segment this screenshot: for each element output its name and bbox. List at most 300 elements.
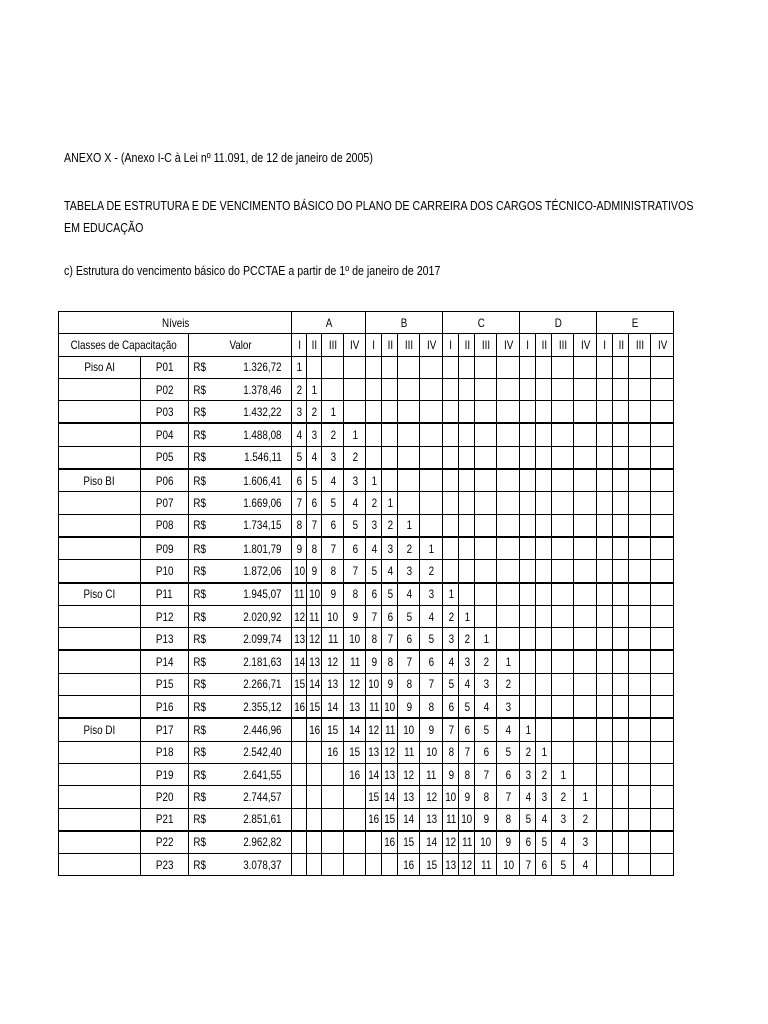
- currency-cell: R$: [189, 423, 211, 446]
- level-cell-a-2: [307, 763, 322, 785]
- table-row: [59, 492, 674, 514]
- classes-header: Classes de Capacitação: [59, 334, 189, 356]
- level-cell-a-1: 8: [292, 514, 307, 537]
- level-cell-d-2: [536, 446, 552, 469]
- table-row: [59, 378, 674, 400]
- sublevel-header-d-1: I: [520, 334, 536, 356]
- level-cell-b-2: 14: [382, 786, 398, 808]
- level-cell-e-2: [613, 560, 629, 583]
- level-cell-d-4: [574, 650, 597, 673]
- level-cell-a-1: [292, 718, 307, 741]
- padrao-cell: P13: [140, 628, 189, 651]
- piso-cell: Piso AI: [59, 356, 141, 378]
- level-cell-c-4: [497, 514, 520, 537]
- level-cell-e-4: [651, 605, 674, 627]
- level-cell-d-4: [574, 718, 597, 741]
- level-cell-e-3: [629, 696, 651, 719]
- padrao-cell: P08: [140, 514, 189, 537]
- padrao-cell: P11: [140, 583, 189, 606]
- currency-cell: R$: [189, 673, 211, 695]
- level-cell-e-4: [651, 673, 674, 695]
- table-row: [59, 763, 674, 785]
- level-cell-b-3: 12: [398, 763, 420, 785]
- level-cell-b-1: 13: [366, 741, 382, 763]
- level-cell-e-2: [613, 423, 629, 446]
- currency-cell: R$: [189, 741, 211, 763]
- table-row: [59, 718, 674, 741]
- level-cell-c-3: [475, 514, 497, 537]
- valor-cell: 2.851,61: [211, 808, 292, 831]
- level-cell-d-4: [574, 583, 597, 606]
- piso-cell: [59, 378, 141, 400]
- level-cell-d-2: [536, 423, 552, 446]
- level-cell-d-1: [520, 583, 536, 606]
- table-row: [59, 854, 674, 876]
- level-cell-a-4: 12: [344, 673, 366, 695]
- level-cell-a-3: 2: [322, 423, 344, 446]
- padrao-cell: P03: [140, 401, 189, 424]
- level-cell-e-3: [629, 423, 651, 446]
- level-cell-d-1: [520, 423, 536, 446]
- level-cell-d-1: [520, 492, 536, 514]
- sublevel-header-c-1: I: [443, 334, 459, 356]
- level-cell-c-4: [497, 356, 520, 378]
- level-cell-e-4: [651, 628, 674, 651]
- level-cell-c-4: [497, 560, 520, 583]
- level-cell-a-2: 2: [307, 401, 322, 424]
- piso-cell: [59, 854, 141, 876]
- level-cell-a-4: 4: [344, 492, 366, 514]
- level-cell-d-4: [574, 537, 597, 560]
- level-cell-e-4: [651, 446, 674, 469]
- table-row: [59, 628, 674, 651]
- currency-cell: R$: [189, 786, 211, 808]
- level-cell-c-1: 8: [443, 741, 459, 763]
- level-cell-a-4: 1: [344, 423, 366, 446]
- level-cell-c-1: [443, 356, 459, 378]
- section-title: c) Estrutura do vencimento básico do PCCTAE a partir de 1º de janeiro de 2017: [64, 263, 441, 278]
- level-cell-a-4: 5: [344, 514, 366, 537]
- level-cell-a-4: [344, 401, 366, 424]
- level-cell-b-3: [398, 378, 420, 400]
- level-cell-c-4: [497, 378, 520, 400]
- padrao-cell: P23: [140, 854, 189, 876]
- currency-cell: R$: [189, 356, 211, 378]
- level-cell-a-2: 10: [307, 583, 322, 606]
- level-cell-a-3: [322, 831, 344, 854]
- level-cell-b-1: 7: [366, 605, 382, 627]
- level-cell-d-1: 7: [520, 854, 536, 876]
- level-cell-c-4: 7: [497, 786, 520, 808]
- level-cell-e-1: [597, 446, 613, 469]
- level-cell-c-3: 6: [475, 741, 497, 763]
- level-cell-c-1: 11: [443, 808, 459, 831]
- level-cell-e-1: [597, 628, 613, 651]
- currency-cell: R$: [189, 605, 211, 627]
- valor-cell: 1.801,79: [211, 537, 292, 560]
- sublevel-header-a-3: III: [322, 334, 344, 356]
- level-cell-d-2: [536, 514, 552, 537]
- level-cell-a-1: 11: [292, 583, 307, 606]
- level-cell-a-3: [322, 854, 344, 876]
- level-cell-b-2: 2: [382, 514, 398, 537]
- level-cell-c-3: [475, 378, 497, 400]
- level-cell-d-4: [574, 560, 597, 583]
- level-cell-b-2: 7: [382, 628, 398, 651]
- level-cell-d-4: 4: [574, 854, 597, 876]
- padrao-cell: P17: [140, 718, 189, 741]
- level-cell-e-4: [651, 537, 674, 560]
- level-cell-d-2: [536, 492, 552, 514]
- level-cell-d-4: [574, 423, 597, 446]
- level-cell-c-1: [443, 401, 459, 424]
- level-cell-d-3: [552, 356, 574, 378]
- padrao-cell: P06: [140, 469, 189, 492]
- level-cell-a-4: [344, 831, 366, 854]
- level-cell-d-2: 5: [536, 831, 552, 854]
- level-cell-d-4: 3: [574, 831, 597, 854]
- sublevel-header-d-4: IV: [574, 334, 597, 356]
- level-cell-e-1: [597, 696, 613, 719]
- level-cell-c-1: 2: [443, 605, 459, 627]
- level-cell-d-4: [574, 763, 597, 785]
- level-cell-e-1: [597, 854, 613, 876]
- piso-cell: [59, 514, 141, 537]
- level-cell-c-4: 9: [497, 831, 520, 854]
- level-cell-d-1: [520, 537, 536, 560]
- level-cell-e-2: [613, 378, 629, 400]
- piso-cell: [59, 808, 141, 831]
- level-cell-e-3: [629, 854, 651, 876]
- piso-cell: [59, 537, 141, 560]
- level-cell-a-1: 12: [292, 605, 307, 627]
- level-cell-d-4: [574, 628, 597, 651]
- level-cell-b-4: 15: [420, 854, 443, 876]
- level-cell-b-4: [420, 378, 443, 400]
- level-header-e: E: [597, 312, 674, 334]
- level-cell-a-1: [292, 741, 307, 763]
- level-cell-e-4: [651, 423, 674, 446]
- currency-cell: R$: [189, 831, 211, 854]
- level-cell-a-1: 15: [292, 673, 307, 695]
- level-cell-b-1: 15: [366, 786, 382, 808]
- level-cell-b-4: 7: [420, 673, 443, 695]
- currency-cell: R$: [189, 583, 211, 606]
- level-cell-e-2: [613, 401, 629, 424]
- level-cell-c-4: [497, 446, 520, 469]
- level-cell-e-2: [613, 628, 629, 651]
- level-cell-a-1: 1: [292, 356, 307, 378]
- level-cell-a-2: 12: [307, 628, 322, 651]
- currency-cell: R$: [189, 808, 211, 831]
- level-cell-b-1: 14: [366, 763, 382, 785]
- level-cell-b-1: [366, 378, 382, 400]
- level-cell-a-4: 11: [344, 650, 366, 673]
- piso-cell: [59, 673, 141, 695]
- level-cell-b-1: 11: [366, 696, 382, 719]
- level-cell-d-4: [574, 469, 597, 492]
- currency-cell: R$: [189, 628, 211, 651]
- padrao-cell: P20: [140, 786, 189, 808]
- level-cell-c-4: 10: [497, 854, 520, 876]
- level-cell-c-2: 4: [459, 673, 475, 695]
- level-cell-b-1: [366, 423, 382, 446]
- level-cell-d-1: 5: [520, 808, 536, 831]
- level-cell-a-4: 8: [344, 583, 366, 606]
- level-cell-a-3: 9: [322, 583, 344, 606]
- level-cell-e-1: [597, 423, 613, 446]
- piso-cell: [59, 560, 141, 583]
- sublevel-header-e-1: I: [597, 334, 613, 356]
- level-cell-a-3: 15: [322, 718, 344, 741]
- level-cell-e-1: [597, 492, 613, 514]
- level-cell-c-1: 1: [443, 583, 459, 606]
- level-cell-d-4: [574, 356, 597, 378]
- level-cell-a-3: [322, 763, 344, 785]
- currency-cell: R$: [189, 378, 211, 400]
- level-cell-e-3: [629, 628, 651, 651]
- level-cell-d-2: 6: [536, 854, 552, 876]
- level-cell-c-3: 2: [475, 650, 497, 673]
- level-header-a: A: [292, 312, 366, 334]
- piso-cell: [59, 401, 141, 424]
- level-cell-b-4: [420, 356, 443, 378]
- level-cell-b-1: 4: [366, 537, 382, 560]
- level-cell-c-3: 1: [475, 628, 497, 651]
- level-cell-b-4: [420, 514, 443, 537]
- level-cell-a-4: 2: [344, 446, 366, 469]
- level-cell-a-3: 13: [322, 673, 344, 695]
- level-cell-c-3: 7: [475, 763, 497, 785]
- level-cell-e-1: [597, 378, 613, 400]
- table-row: [59, 831, 674, 854]
- level-cell-b-1: [366, 446, 382, 469]
- valor-cell: 2.355,12: [211, 696, 292, 719]
- level-cell-e-2: [613, 356, 629, 378]
- level-cell-e-3: [629, 673, 651, 695]
- level-cell-b-4: 12: [420, 786, 443, 808]
- level-cell-b-3: [398, 356, 420, 378]
- level-cell-a-1: 4: [292, 423, 307, 446]
- level-cell-a-2: [307, 356, 322, 378]
- table-row: [59, 560, 674, 583]
- level-cell-c-4: 1: [497, 650, 520, 673]
- level-cell-a-2: 7: [307, 514, 322, 537]
- level-cell-a-1: [292, 831, 307, 854]
- level-cell-a-1: 10: [292, 560, 307, 583]
- valor-cell: 3.078,37: [211, 854, 292, 876]
- level-cell-d-4: [574, 492, 597, 514]
- level-cell-d-2: 3: [536, 786, 552, 808]
- level-cell-e-3: [629, 560, 651, 583]
- level-cell-c-3: [475, 560, 497, 583]
- level-cell-c-4: [497, 492, 520, 514]
- level-cell-c-1: 5: [443, 673, 459, 695]
- level-cell-b-3: 2: [398, 537, 420, 560]
- sublevel-header-a-1: I: [292, 334, 307, 356]
- piso-cell: [59, 741, 141, 763]
- level-cell-a-1: 3: [292, 401, 307, 424]
- level-cell-d-4: 1: [574, 786, 597, 808]
- piso-cell: Piso CI: [59, 583, 141, 606]
- table-row: [59, 650, 674, 673]
- level-cell-d-1: [520, 673, 536, 695]
- level-cell-e-1: [597, 560, 613, 583]
- level-cell-c-3: [475, 356, 497, 378]
- level-cell-a-1: [292, 854, 307, 876]
- level-cell-a-1: 2: [292, 378, 307, 400]
- level-cell-b-2: 5: [382, 583, 398, 606]
- level-cell-d-2: 1: [536, 741, 552, 763]
- level-cell-d-2: 4: [536, 808, 552, 831]
- level-cell-a-2: 14: [307, 673, 322, 695]
- valor-cell: 2.962,82: [211, 831, 292, 854]
- level-cell-c-3: [475, 537, 497, 560]
- annex-title: ANEXO X - (Anexo I-C à Lei nº 11.091, de 12 de janeiro de 2005): [64, 150, 373, 165]
- level-cell-c-4: [497, 537, 520, 560]
- level-cell-c-1: 3: [443, 628, 459, 651]
- piso-cell: [59, 446, 141, 469]
- level-cell-b-4: [420, 423, 443, 446]
- level-cell-e-4: [651, 786, 674, 808]
- header-row-sublevels: [59, 334, 674, 356]
- level-cell-e-4: [651, 763, 674, 785]
- level-cell-b-2: 10: [382, 696, 398, 719]
- level-cell-b-2: 3: [382, 537, 398, 560]
- level-cell-e-1: [597, 763, 613, 785]
- level-cell-b-4: 10: [420, 741, 443, 763]
- level-cell-b-3: 9: [398, 696, 420, 719]
- level-cell-b-1: 16: [366, 808, 382, 831]
- level-cell-c-1: 12: [443, 831, 459, 854]
- level-cell-c-2: [459, 560, 475, 583]
- level-cell-a-3: 3: [322, 446, 344, 469]
- level-cell-a-3: 6: [322, 514, 344, 537]
- level-cell-e-3: [629, 583, 651, 606]
- level-cell-d-4: [574, 378, 597, 400]
- level-cell-e-4: [651, 356, 674, 378]
- level-cell-d-1: 1: [520, 718, 536, 741]
- level-cell-e-3: [629, 763, 651, 785]
- level-cell-c-2: 6: [459, 718, 475, 741]
- level-cell-a-4: [344, 786, 366, 808]
- valor-cell: 2.641,55: [211, 763, 292, 785]
- table-row: [59, 605, 674, 627]
- level-cell-d-2: [536, 718, 552, 741]
- level-cell-a-2: 5: [307, 469, 322, 492]
- level-cell-d-2: [536, 378, 552, 400]
- level-cell-b-1: [366, 831, 382, 854]
- level-cell-a-3: 5: [322, 492, 344, 514]
- valor-cell: 1.945,07: [211, 583, 292, 606]
- level-cell-c-3: [475, 446, 497, 469]
- level-cell-c-2: [459, 492, 475, 514]
- level-cell-b-3: 8: [398, 673, 420, 695]
- level-cell-c-3: [475, 423, 497, 446]
- padrao-cell: P18: [140, 741, 189, 763]
- level-cell-d-3: [552, 469, 574, 492]
- level-cell-c-3: 10: [475, 831, 497, 854]
- level-cell-c-4: 8: [497, 808, 520, 831]
- level-cell-d-3: [552, 628, 574, 651]
- level-cell-b-4: 3: [420, 583, 443, 606]
- padrao-cell: P05: [140, 446, 189, 469]
- level-cell-c-3: [475, 583, 497, 606]
- level-cell-d-4: [574, 401, 597, 424]
- level-cell-e-4: [651, 583, 674, 606]
- level-cell-a-3: 16: [322, 741, 344, 763]
- padrao-cell: P02: [140, 378, 189, 400]
- level-cell-c-4: [497, 605, 520, 627]
- level-cell-b-3: [398, 401, 420, 424]
- level-cell-a-2: 8: [307, 537, 322, 560]
- piso-cell: [59, 831, 141, 854]
- level-cell-a-4: 7: [344, 560, 366, 583]
- table-row: [59, 401, 674, 424]
- table-row: [59, 446, 674, 469]
- level-cell-b-3: 14: [398, 808, 420, 831]
- valor-cell: 1.606,41: [211, 469, 292, 492]
- level-cell-e-4: [651, 378, 674, 400]
- level-cell-b-2: 16: [382, 831, 398, 854]
- level-cell-e-2: [613, 469, 629, 492]
- level-cell-e-1: [597, 537, 613, 560]
- level-cell-d-2: [536, 356, 552, 378]
- level-cell-a-3: [322, 808, 344, 831]
- level-cell-a-2: 3: [307, 423, 322, 446]
- level-cell-d-4: [574, 446, 597, 469]
- level-cell-d-2: [536, 650, 552, 673]
- level-cell-c-1: [443, 492, 459, 514]
- level-cell-e-2: [613, 786, 629, 808]
- level-cell-b-3: 3: [398, 560, 420, 583]
- level-cell-d-4: [574, 741, 597, 763]
- padrao-cell: P04: [140, 423, 189, 446]
- level-cell-c-1: 6: [443, 696, 459, 719]
- level-cell-a-3: 8: [322, 560, 344, 583]
- level-header-d: D: [520, 312, 597, 334]
- level-cell-b-3: 10: [398, 718, 420, 741]
- level-cell-c-3: 8: [475, 786, 497, 808]
- level-cell-d-3: [552, 673, 574, 695]
- sublevel-header-d-3: III: [552, 334, 574, 356]
- level-cell-b-2: 12: [382, 741, 398, 763]
- level-cell-e-1: [597, 401, 613, 424]
- table-row: [59, 356, 674, 378]
- padrao-cell: P16: [140, 696, 189, 719]
- valor-cell: 1.546,11: [211, 446, 292, 469]
- level-cell-b-3: [398, 469, 420, 492]
- level-cell-e-1: [597, 469, 613, 492]
- level-cell-a-4: 16: [344, 763, 366, 785]
- sublevel-header-e-3: III: [629, 334, 651, 356]
- currency-cell: R$: [189, 537, 211, 560]
- level-cell-d-3: [552, 560, 574, 583]
- level-cell-a-3: 11: [322, 628, 344, 651]
- level-cell-e-2: [613, 831, 629, 854]
- level-cell-c-1: 4: [443, 650, 459, 673]
- level-cell-c-1: [443, 537, 459, 560]
- level-cell-c-3: 4: [475, 696, 497, 719]
- level-cell-b-4: 13: [420, 808, 443, 831]
- level-cell-b-1: 5: [366, 560, 382, 583]
- level-cell-e-2: [613, 696, 629, 719]
- level-cell-b-3: [398, 492, 420, 514]
- level-cell-a-2: [307, 808, 322, 831]
- level-cell-c-4: [497, 469, 520, 492]
- level-cell-e-4: [651, 469, 674, 492]
- sublevel-header-b-3: III: [398, 334, 420, 356]
